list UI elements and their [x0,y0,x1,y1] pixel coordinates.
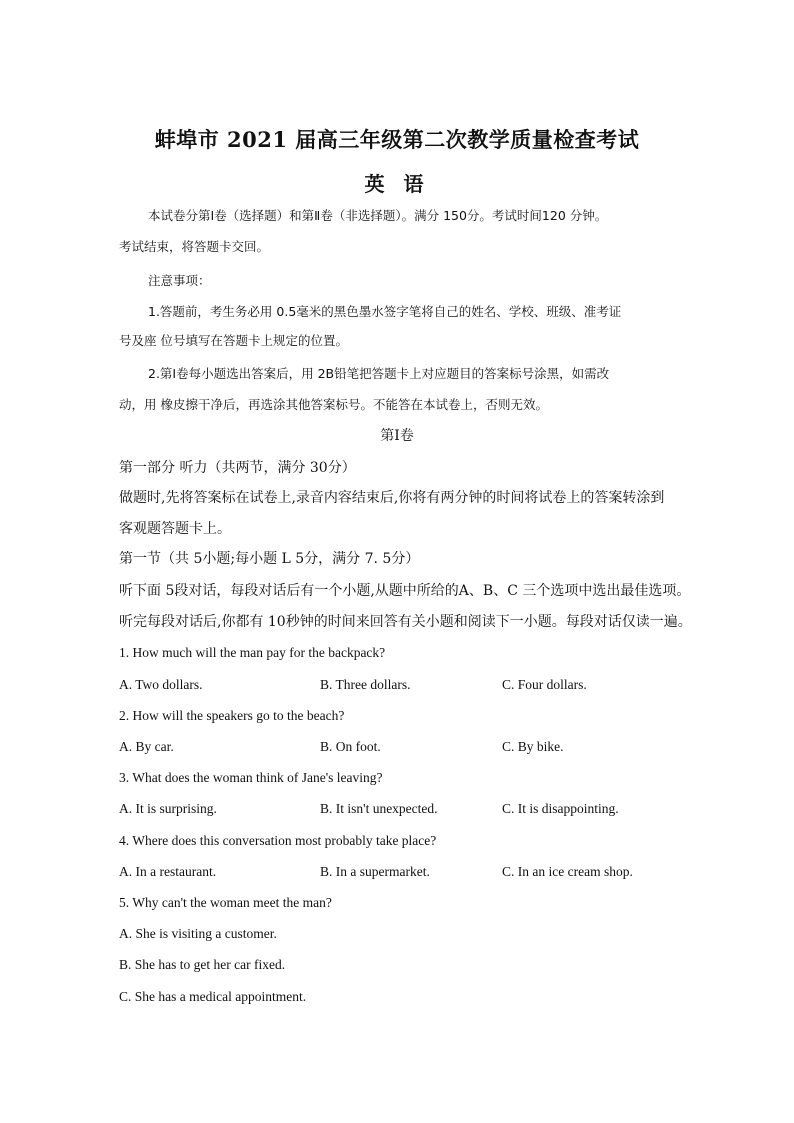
option-c: C. In an ice cream shop. [502,864,633,879]
notice-item-2: 2.第Ⅰ卷每小题选出答案后，用 2B铅笔把答题卡上对应题目的答案标号涂黑，如需改 [148,366,610,381]
question-stem: 1. How much will the man pay for the backpack? [119,645,386,660]
option-a: A. Two dollars. [119,677,203,692]
part1-desc-line: 做题时,先将答案标在试卷上,录音内容结束后,你将有两分钟的时间将试卷上的答案转涂到 [119,490,665,506]
part1-heading: 第一部分 听力（共两节，满分 30分） [119,460,356,476]
option-b: B. Three dollars. [320,677,411,692]
option-b: B. It isn't unexpected. [320,801,438,816]
option-c: C. Four dollars. [502,677,587,692]
option-a: A. In a restaurant. [119,864,217,879]
option-b: B. She has to get her car fixed. [119,957,286,972]
option-a: A. By car. [119,739,174,754]
notice-item-1-cont: 号及座 位号填写在答题卡上规定的位置。 [119,333,348,348]
option-b: B. In a supermarket. [320,864,430,879]
option-b: B. On foot. [320,739,381,754]
volume-label: 第Ⅰ卷 [380,428,414,444]
question-stem: 4. Where does this conversation most probably take place? [119,833,437,848]
notice-label: 注意事项： [148,273,211,288]
option-c: C. By bike. [502,739,564,754]
subject-title: 英 语 [364,172,430,196]
intro-line: 考试结束，将答题卡交回。 [119,239,270,254]
question-stem: 5. Why can't the woman meet the man? [119,895,332,910]
part1-desc-line: 客观题答题卡上。 [119,521,231,537]
section1-desc-line: 听完每段对话后,你都有 10秒钟的时间来回答有关小题和阅读下一小题。每段对话仅读一遍。 [119,614,692,630]
section1-desc-line: 听下面 5段对话，每段对话后有一个小题,从题中所给的A、B、C 三个选项中选出最佳选项。 [119,583,691,599]
intro-line: 本试卷分第Ⅰ卷（选择题）和第Ⅱ卷（非选择题）。满分 150分。考试时间120 分钟。 [148,208,608,223]
question-stem: 3. What does the woman think of Jane's leaving? [119,770,383,785]
option-c: C. It is disappointing. [502,801,619,816]
option-c: C. She has a medical appointment. [119,989,307,1004]
exam-title: 蚌埠市 2021 届高三年级第二次教学质量检查考试 [154,127,640,152]
section1-heading: 第一节（共 5小题;每小题 L 5分，满分 7. 5分） [119,551,420,567]
option-a: A. She is visiting a customer. [119,926,277,941]
question-stem: 2. How will the speakers go to the beach? [119,708,345,723]
notice-item-1: 1.答题前，考生务必用 0.5毫米的黑色墨水签字笔将自己的姓名、学校、班级、准考证 [148,304,622,319]
notice-item-2-cont: 动，用 橡皮擦干净后，再选涂其他答案标号。不能答在本试卷上，否则无效。 [119,397,548,412]
option-a: A. It is surprising. [119,801,217,816]
